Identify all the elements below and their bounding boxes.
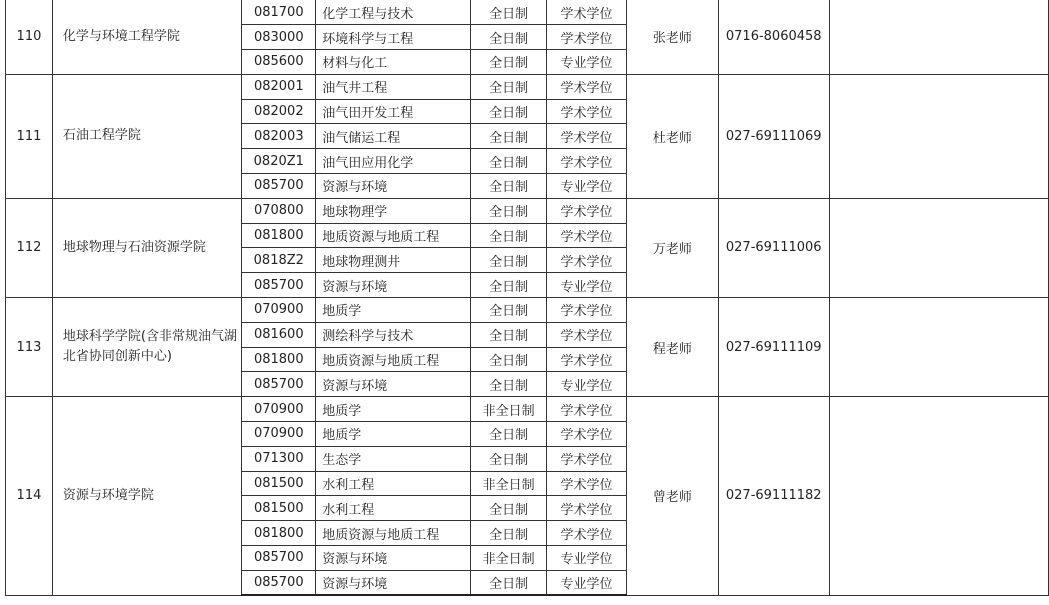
major-code: 0818Z2 — [242, 248, 316, 273]
admissions-table — [5, 0, 1049, 596]
contact-phone: 027-69111006 — [718, 198, 829, 297]
college-name: 资源与环境学院 — [52, 397, 241, 595]
degree-type: 专业学位 — [547, 372, 627, 397]
contact-phone: 0716-8060458 — [718, 0, 829, 74]
major-code: 070900 — [242, 422, 316, 447]
major-code: 083000 — [242, 25, 316, 50]
major-name: 资源与环境 — [316, 273, 471, 298]
major-name: 水利工程 — [316, 471, 471, 496]
major-name: 地质学 — [316, 298, 471, 323]
college-number: 112 — [6, 198, 53, 297]
degree-type: 学术学位 — [547, 74, 627, 99]
degree-type: 专业学位 — [547, 546, 627, 571]
degree-type: 学术学位 — [547, 198, 627, 223]
contact-phone: 027-69111182 — [718, 397, 829, 595]
major-name: 水利工程 — [316, 496, 471, 521]
degree-type: 专业学位 — [547, 273, 627, 298]
major-name: 资源与环境 — [316, 372, 471, 397]
contact-person: 张老师 — [626, 0, 718, 74]
remarks-cell — [829, 74, 1048, 198]
major-code: 070900 — [242, 298, 316, 323]
college-number: 111 — [6, 74, 53, 198]
study-mode: 全日制 — [471, 198, 547, 223]
study-mode: 全日制 — [471, 570, 547, 595]
major-name: 油气储运工程 — [316, 124, 471, 149]
major-code: 085700 — [242, 174, 316, 199]
study-mode: 全日制 — [471, 273, 547, 298]
table-row — [6, 0, 1049, 25]
major-name: 油气田应用化学 — [316, 149, 471, 174]
major-code: 081500 — [242, 496, 316, 521]
degree-type: 学术学位 — [547, 347, 627, 372]
study-mode: 全日制 — [471, 99, 547, 124]
college-name: 地球科学学院(含非常规油气湖北省协同创新中心) — [52, 298, 241, 397]
remarks-cell — [829, 298, 1048, 397]
study-mode: 全日制 — [471, 124, 547, 149]
table-row — [6, 198, 1049, 223]
study-mode: 全日制 — [471, 74, 547, 99]
degree-type: 学术学位 — [547, 322, 627, 347]
contact-person: 万老师 — [626, 198, 718, 297]
degree-type: 学术学位 — [547, 446, 627, 471]
major-code: 082003 — [242, 124, 316, 149]
degree-type: 专业学位 — [547, 174, 627, 199]
table-row — [6, 74, 1049, 99]
major-name: 资源与环境 — [316, 174, 471, 199]
study-mode: 全日制 — [471, 521, 547, 546]
major-name: 资源与环境 — [316, 570, 471, 595]
major-code: 085600 — [242, 50, 316, 75]
remarks-cell — [829, 397, 1048, 595]
contact-phone: 027-69111069 — [718, 74, 829, 198]
degree-type: 学术学位 — [547, 298, 627, 323]
study-mode: 全日制 — [471, 446, 547, 471]
major-name: 材料与化工 — [316, 50, 471, 75]
contact-person: 程老师 — [626, 298, 718, 397]
major-code: 081700 — [242, 0, 316, 25]
major-name: 地质资源与地质工程 — [316, 347, 471, 372]
study-mode: 全日制 — [471, 0, 547, 25]
degree-type: 学术学位 — [547, 397, 627, 422]
study-mode: 全日制 — [471, 248, 547, 273]
study-mode: 全日制 — [471, 496, 547, 521]
major-code: 082001 — [242, 74, 316, 99]
degree-type: 学术学位 — [547, 99, 627, 124]
degree-type: 学术学位 — [547, 25, 627, 50]
major-name: 生态学 — [316, 446, 471, 471]
degree-type: 学术学位 — [547, 223, 627, 248]
degree-type: 学术学位 — [547, 124, 627, 149]
major-code: 081800 — [242, 347, 316, 372]
major-code: 081800 — [242, 223, 316, 248]
major-code: 085700 — [242, 546, 316, 571]
study-mode: 全日制 — [471, 372, 547, 397]
major-code: 085700 — [242, 273, 316, 298]
major-code: 081800 — [242, 521, 316, 546]
major-code: 0820Z1 — [242, 149, 316, 174]
college-number: 114 — [6, 397, 53, 595]
major-name: 化学工程与技术 — [316, 0, 471, 25]
major-code: 081600 — [242, 322, 316, 347]
degree-type: 学术学位 — [547, 248, 627, 273]
degree-type: 学术学位 — [547, 422, 627, 447]
study-mode: 全日制 — [471, 223, 547, 248]
study-mode: 全日制 — [471, 422, 547, 447]
major-name: 环境科学与工程 — [316, 25, 471, 50]
major-name: 地球物理测井 — [316, 248, 471, 273]
degree-type: 学术学位 — [547, 149, 627, 174]
study-mode: 全日制 — [471, 322, 547, 347]
major-name: 地质学 — [316, 422, 471, 447]
major-name: 资源与环境 — [316, 546, 471, 571]
study-mode: 非全日制 — [471, 546, 547, 571]
major-code: 070800 — [242, 198, 316, 223]
major-code: 081500 — [242, 471, 316, 496]
table-row — [6, 397, 1049, 422]
major-code: 070900 — [242, 397, 316, 422]
major-name: 地质资源与地质工程 — [316, 223, 471, 248]
major-name: 地球物理学 — [316, 198, 471, 223]
major-name: 测绘科学与技术 — [316, 322, 471, 347]
major-code: 085700 — [242, 570, 316, 595]
study-mode: 全日制 — [471, 25, 547, 50]
college-number: 113 — [6, 298, 53, 397]
study-mode: 非全日制 — [471, 397, 547, 422]
contact-person: 杜老师 — [626, 74, 718, 198]
major-code: 082002 — [242, 99, 316, 124]
college-name: 石油工程学院 — [52, 74, 241, 198]
study-mode: 全日制 — [471, 347, 547, 372]
major-name: 地质资源与地质工程 — [316, 521, 471, 546]
degree-type: 专业学位 — [547, 570, 627, 595]
remarks-cell — [829, 0, 1048, 74]
degree-type: 学术学位 — [547, 496, 627, 521]
major-name: 油气井工程 — [316, 74, 471, 99]
degree-type: 学术学位 — [547, 0, 627, 25]
contact-phone: 027-69111109 — [718, 298, 829, 397]
study-mode: 全日制 — [471, 50, 547, 75]
study-mode: 全日制 — [471, 174, 547, 199]
remarks-cell — [829, 198, 1048, 297]
college-name: 化学与环境工程学院 — [52, 0, 241, 74]
study-mode: 非全日制 — [471, 471, 547, 496]
contact-person: 曾老师 — [626, 397, 718, 595]
degree-type: 学术学位 — [547, 521, 627, 546]
study-mode: 全日制 — [471, 298, 547, 323]
table-row — [6, 298, 1049, 323]
college-number: 110 — [6, 0, 53, 74]
major-code: 071300 — [242, 446, 316, 471]
major-name: 油气田开发工程 — [316, 99, 471, 124]
degree-type: 专业学位 — [547, 50, 627, 75]
study-mode: 全日制 — [471, 149, 547, 174]
major-code: 085700 — [242, 372, 316, 397]
college-name: 地球物理与石油资源学院 — [52, 198, 241, 297]
degree-type: 学术学位 — [547, 471, 627, 496]
major-name: 地质学 — [316, 397, 471, 422]
